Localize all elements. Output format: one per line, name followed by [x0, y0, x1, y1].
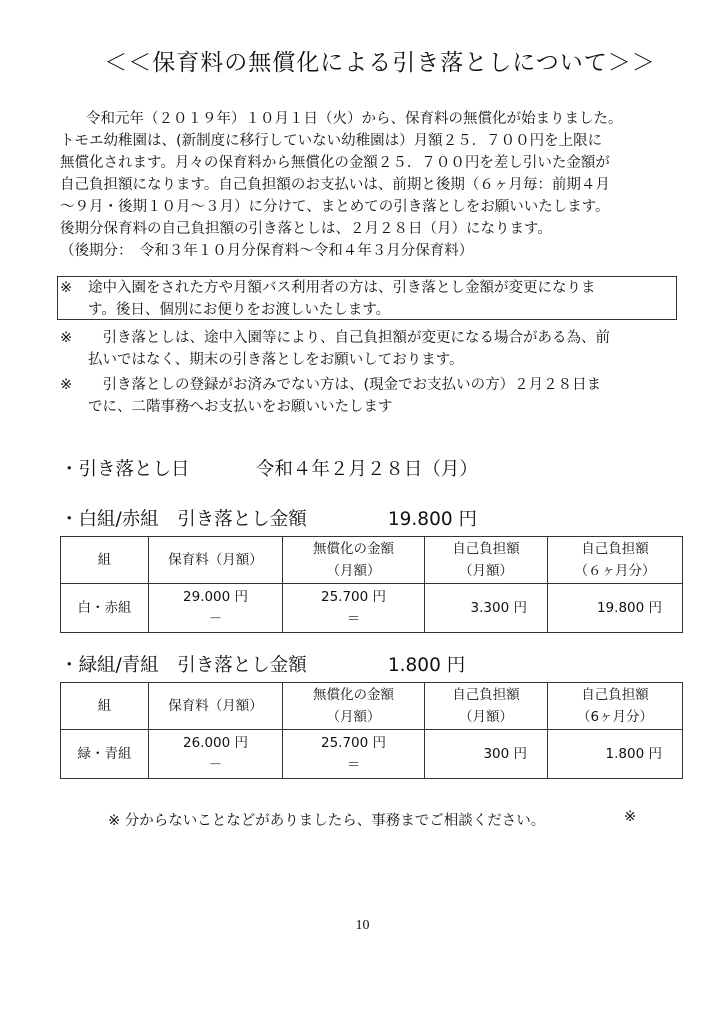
- white-red-heading: [60, 505, 477, 531]
- cell-self-6months: 1.800 円: [548, 730, 683, 779]
- green-blue-heading: [60, 651, 465, 677]
- section-heading-label: ・緑組/青組 引き落とし金額: [60, 655, 307, 676]
- intro-line: 無償化されます。月々の保育料から無償化の金額２５．７００円を差し引いた金額が: [60, 155, 610, 171]
- cell-free-amount: 25.700 円 ＝: [283, 730, 425, 779]
- green-blue-fee-table: [60, 682, 683, 779]
- table-header-row: [61, 683, 683, 730]
- header-fee: 保育料（月額）: [149, 537, 283, 584]
- intro-line: 自己負担額になります。自己負担額のお支払いは、前期と後期（６ヶ月毎：前期４月: [60, 177, 610, 193]
- note-mark: ※: [60, 330, 73, 346]
- section-heading-amount: 19.800 円: [387, 509, 478, 530]
- note-text: 払いではなく、期末の引き落としをお願いしております。: [88, 352, 464, 368]
- header-free-amount: 無償化の金額 （月額）: [283, 683, 425, 730]
- page-title: ＜＜保育料の無償化による引き落としについて＞＞: [104, 50, 656, 76]
- contact-note-text: ※ 分からないことなどがありましたら、事務までご相談ください。: [108, 813, 546, 829]
- page-number: 10: [355, 918, 370, 933]
- header-group: 組: [61, 537, 149, 584]
- withdrawal-date-value: 令和４年２月２８日（月）: [255, 459, 478, 480]
- intro-paragraph: [60, 108, 680, 262]
- cell-self-month: 3.300 円: [425, 584, 548, 633]
- note-text: 途中入園をされた方や月額バス利用者の方は、引き落とし金額が変更になりま: [88, 280, 596, 296]
- table-row: [61, 584, 683, 633]
- note-text: す。後日、個別にお便りをお渡しいたします。: [88, 302, 391, 318]
- cell-self-month: 300 円: [425, 730, 548, 779]
- withdrawal-date-label: ・引き落とし日: [60, 459, 190, 480]
- note-text: でに、二階事務へお支払いをお願いいたします: [88, 399, 393, 415]
- intro-line: ～９月・後期１０月～３月）に分けて、まとめての引き落としをお願いいたします。: [60, 199, 610, 215]
- header-self-month: 自己負担額 （月額）: [425, 537, 548, 584]
- cell-fee: 26.000 円 －: [149, 730, 283, 779]
- cell-group: 緑・青組: [61, 730, 149, 779]
- section-heading-label: ・白組/赤組 引き落とし金額: [60, 509, 307, 530]
- intro-line: 後期分保育料の自己負担額の引き落としは、２月２８日（月）になります。: [60, 221, 552, 237]
- contact-note: [108, 809, 637, 830]
- cell-fee: 29.000 円 －: [149, 584, 283, 633]
- cell-free-amount: 25.700 円 ＝: [283, 584, 425, 633]
- header-group: 組: [61, 683, 149, 730]
- header-self-month: 自己負担額 （月額）: [425, 683, 548, 730]
- intro-line: トモエ幼稚園は、(新制度に移行していない幼稚園は）月額２５．７００円を上限に: [60, 133, 603, 149]
- intro-line: 令和元年（２０１９年）１０月１日（火）から、保育料の無償化が始まりました。: [86, 111, 623, 127]
- intro-line: （後期分： 令和３年１０月分保育料～令和４年３月分保育料）: [60, 243, 474, 259]
- table-header-row: [61, 537, 683, 584]
- contact-note-mark: ※: [624, 809, 637, 825]
- note-text: 引き落としは、途中入園等により、自己負担額が変更になる場合がある為、前: [88, 330, 610, 346]
- note-text: 引き落としの登録がお済みでない方は、(現金でお支払いの方）２月２８日ま: [88, 377, 602, 393]
- header-self-6months: 自己負担額 （６ヶ月分）: [548, 537, 683, 584]
- cell-group: 白・赤組: [61, 584, 149, 633]
- withdrawal-date-heading: [60, 455, 478, 481]
- header-self-6months: 自己負担額 （6ヶ月分）: [548, 683, 683, 730]
- white-red-fee-table: [60, 536, 683, 633]
- note-mark: ※: [60, 280, 73, 296]
- table-row: [61, 730, 683, 779]
- note-mark: ※: [60, 377, 73, 393]
- cell-self-6months: 19.800 円: [548, 584, 683, 633]
- header-free-amount: 無償化の金額 （月額）: [283, 537, 425, 584]
- section-heading-amount: 1.800 円: [387, 655, 466, 676]
- header-fee: 保育料（月額）: [149, 683, 283, 730]
